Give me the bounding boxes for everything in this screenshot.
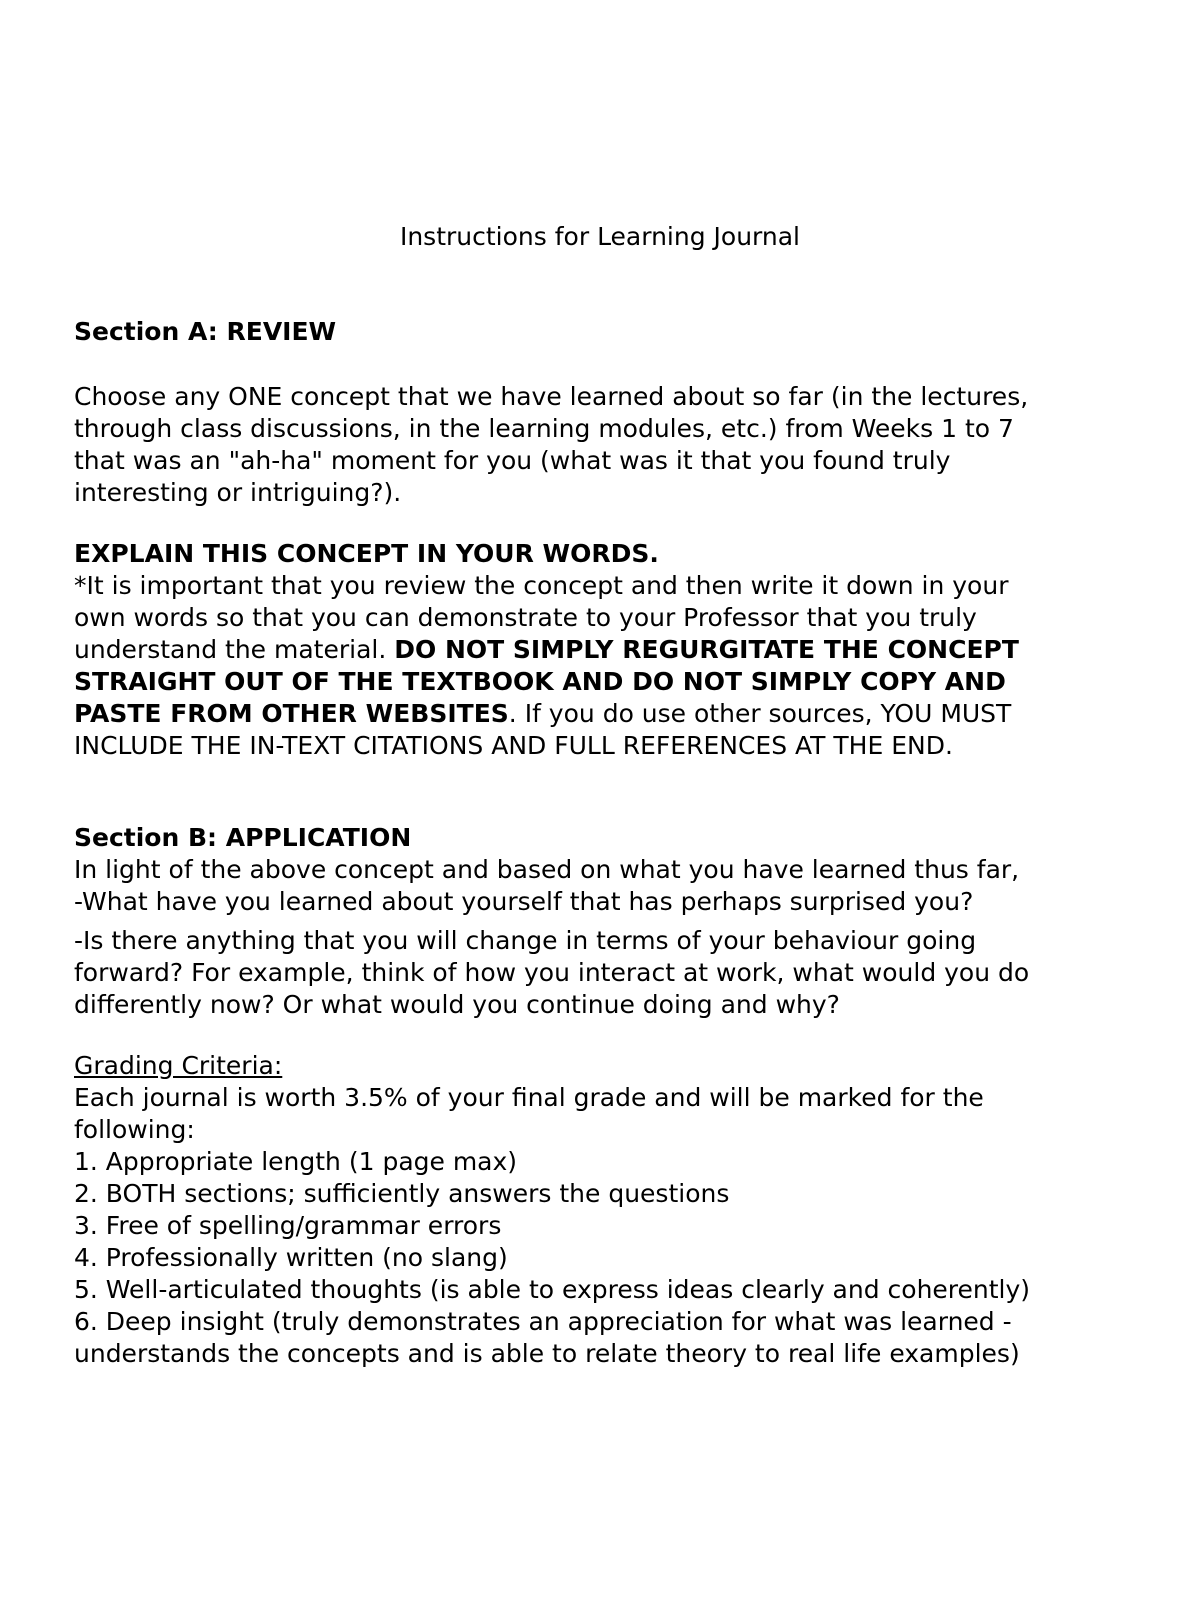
section-b-heading: Section B: APPLICATION — [74, 823, 412, 852]
grading-intro-line: following: — [74, 1115, 195, 1144]
grading-item: 6. Deep insight (truly demonstrates an appreciation for what was learned - — [74, 1307, 1012, 1336]
section-a-heading: Section A: REVIEW — [74, 317, 337, 346]
grading-item: 3. Free of spelling/grammar errors — [74, 1211, 502, 1240]
document-title: Instructions for Learning Journal — [399, 222, 801, 251]
section-a-intro-line: that was an "ah-ha" moment for you (what was it that you found truly — [74, 446, 951, 475]
explain-heading: EXPLAIN THIS CONCEPT IN YOUR WORDS. — [74, 539, 659, 568]
explain-note-text: understand the material. — [74, 635, 395, 664]
grading-criteria — [74, 1050, 1154, 1370]
explain-warning-text: PASTE FROM OTHER WEBSITES — [74, 699, 509, 728]
explain-warning-text: DO NOT SIMPLY REGURGITATE THE CONCEPT — [394, 635, 1019, 664]
explain-note-line — [74, 698, 1154, 730]
section-a-explain — [74, 538, 1154, 762]
section-a-intro-line: interesting or intriguing?). — [74, 478, 402, 507]
explain-note-line: INCLUDE THE IN-TEXT CITATIONS AND FULL REFERENCES AT THE END. — [74, 731, 953, 760]
section-b-line: In light of the above concept and based on what you have learned thus far, — [74, 855, 1020, 884]
grading-item: 5. Well-articulated thoughts (is able to express ideas clearly and coherently) — [74, 1275, 1031, 1304]
section-b-line: -Is there anything that you will change in terms of your behaviour going — [74, 926, 977, 955]
explain-note-line — [74, 634, 1154, 666]
section-b-line: differently now? Or what would you continue doing and why? — [74, 990, 840, 1019]
grading-item: 2. BOTH sections; sufficiently answers the questions — [74, 1179, 730, 1208]
section-b-line: forward? For example, think of how you interact at work, what would you do — [74, 958, 1030, 987]
grading-item: 1. Appropriate length (1 page max) — [74, 1147, 518, 1176]
section-b-line: -What have you learned about yourself that has perhaps surprised you? — [74, 887, 974, 916]
explain-warning-line: STRAIGHT OUT OF THE TEXTBOOK AND DO NOT SIMPLY COPY AND — [74, 667, 1006, 696]
section-a-intro-line: Choose any ONE concept that we have learned about so far (in the lectures, — [74, 382, 1029, 411]
section-a-intro-line: through class discussions, in the learning modules, etc.) from Weeks 1 to 7 — [74, 414, 1014, 443]
section-a-intro — [74, 381, 1154, 509]
explain-note-line: *It is important that you review the concept and then write it down in your — [74, 571, 1009, 600]
explain-note-line: own words so that you can demonstrate to your Professor that you truly — [74, 603, 977, 632]
grading-item: 4. Professionally written (no slang) — [74, 1243, 508, 1272]
explain-note-text: . If you do use other sources, YOU MUST — [508, 699, 1012, 728]
grading-item: understands the concepts and is able to relate theory to real life examples) — [74, 1339, 1020, 1368]
section-b — [74, 822, 1154, 918]
grading-intro-line: Each journal is worth 3.5% of your final grade and will be marked for the — [74, 1083, 984, 1112]
section-b-question — [74, 925, 1154, 1021]
grading-heading: Grading Criteria: — [74, 1051, 283, 1080]
